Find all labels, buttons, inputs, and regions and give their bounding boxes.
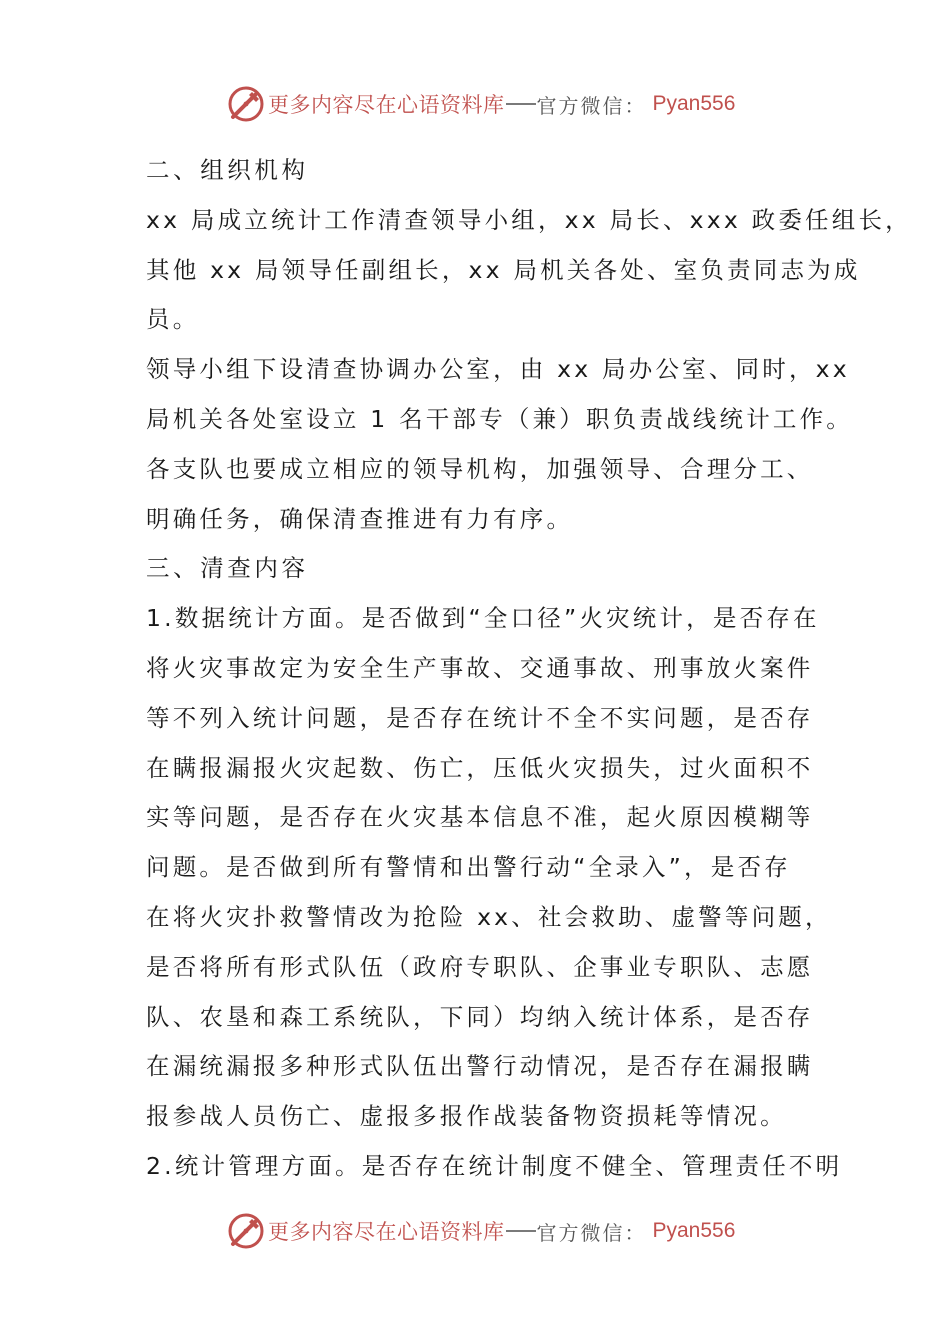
section-heading: 三、清查内容 [146,554,309,583]
banner-slogan: 更多内容尽在心语资料库 [268,93,505,117]
banner-wechat-label: 官方微信： [536,1220,647,1245]
banner-wechat-label: 官方微信： [536,93,647,118]
document-body [146,146,912,1192]
banner-wechat-id: Pyan556 [652,1219,736,1242]
pen-logo-icon [226,1211,266,1251]
text-line: 员。 [146,305,200,334]
text-line: 局机关各处室设立 1 名干部专（兼）职负责战线统计工作。 [146,404,853,433]
text-line: 在将火灾扑救警情改为抢险 xx、社会救助、虚警等问题， [146,902,832,931]
text-line: 1.数据统计方面。是否做到“全口径”火灾统计，是否存在 [146,604,820,633]
banner-dash [506,103,536,105]
text-line: 领导小组下设清查协调办公室，由 xx 局办公室、同时，xx [146,355,850,384]
header-banner [226,84,735,124]
text-line: 报参战人员伤亡、虚报多报作战装备物资损耗等情况。 [146,1102,787,1131]
pen-logo-icon [226,84,266,124]
text-line: 队、农垦和森工系统队，下同）均纳入统计体系，是否存 [146,1002,814,1031]
banner-wechat-id: Pyan556 [652,92,736,115]
text-line: 2.统计管理方面。是否存在统计制度不健全、管理责任不明 [146,1151,843,1180]
footer-banner [226,1211,735,1251]
text-line: 等不列入统计问题，是否存在统计不全不实问题，是否存 [146,703,814,732]
text-line: 问题。是否做到所有警情和出警行动“全录入”，是否存 [146,853,791,882]
text-line: 将火灾事故定为安全生产事故、交通事故、刑事放火案件 [146,653,814,682]
banner-dash [506,1230,536,1232]
text-line: 明确任务，确保清查推进有力有序。 [146,504,574,533]
text-line: 在漏统漏报多种形式队伍出警行动情况，是否存在漏报瞒 [146,1052,814,1081]
text-line: 其他 xx 局领导任副组长，xx 局机关各处、室负责同志为成 [146,255,861,284]
text-line: 在瞒报漏报火灾起数、伤亡，压低火灾损失，过火面积不 [146,753,814,782]
text-line: xx 局成立统计工作清查领导小组，xx 局长、xxx 政委任组长， [146,205,912,234]
text-line: 各支队也要成立相应的领导机构，加强领导、合理分工、 [146,454,814,483]
text-line: 实等问题，是否存在火灾基本信息不准，起火原因模糊等 [146,803,814,832]
text-line: 是否将所有形式队伍（政府专职队、企事业专职队、志愿 [146,952,814,981]
section-heading: 二、组织机构 [146,156,309,184]
banner-slogan: 更多内容尽在心语资料库 [268,1220,505,1244]
